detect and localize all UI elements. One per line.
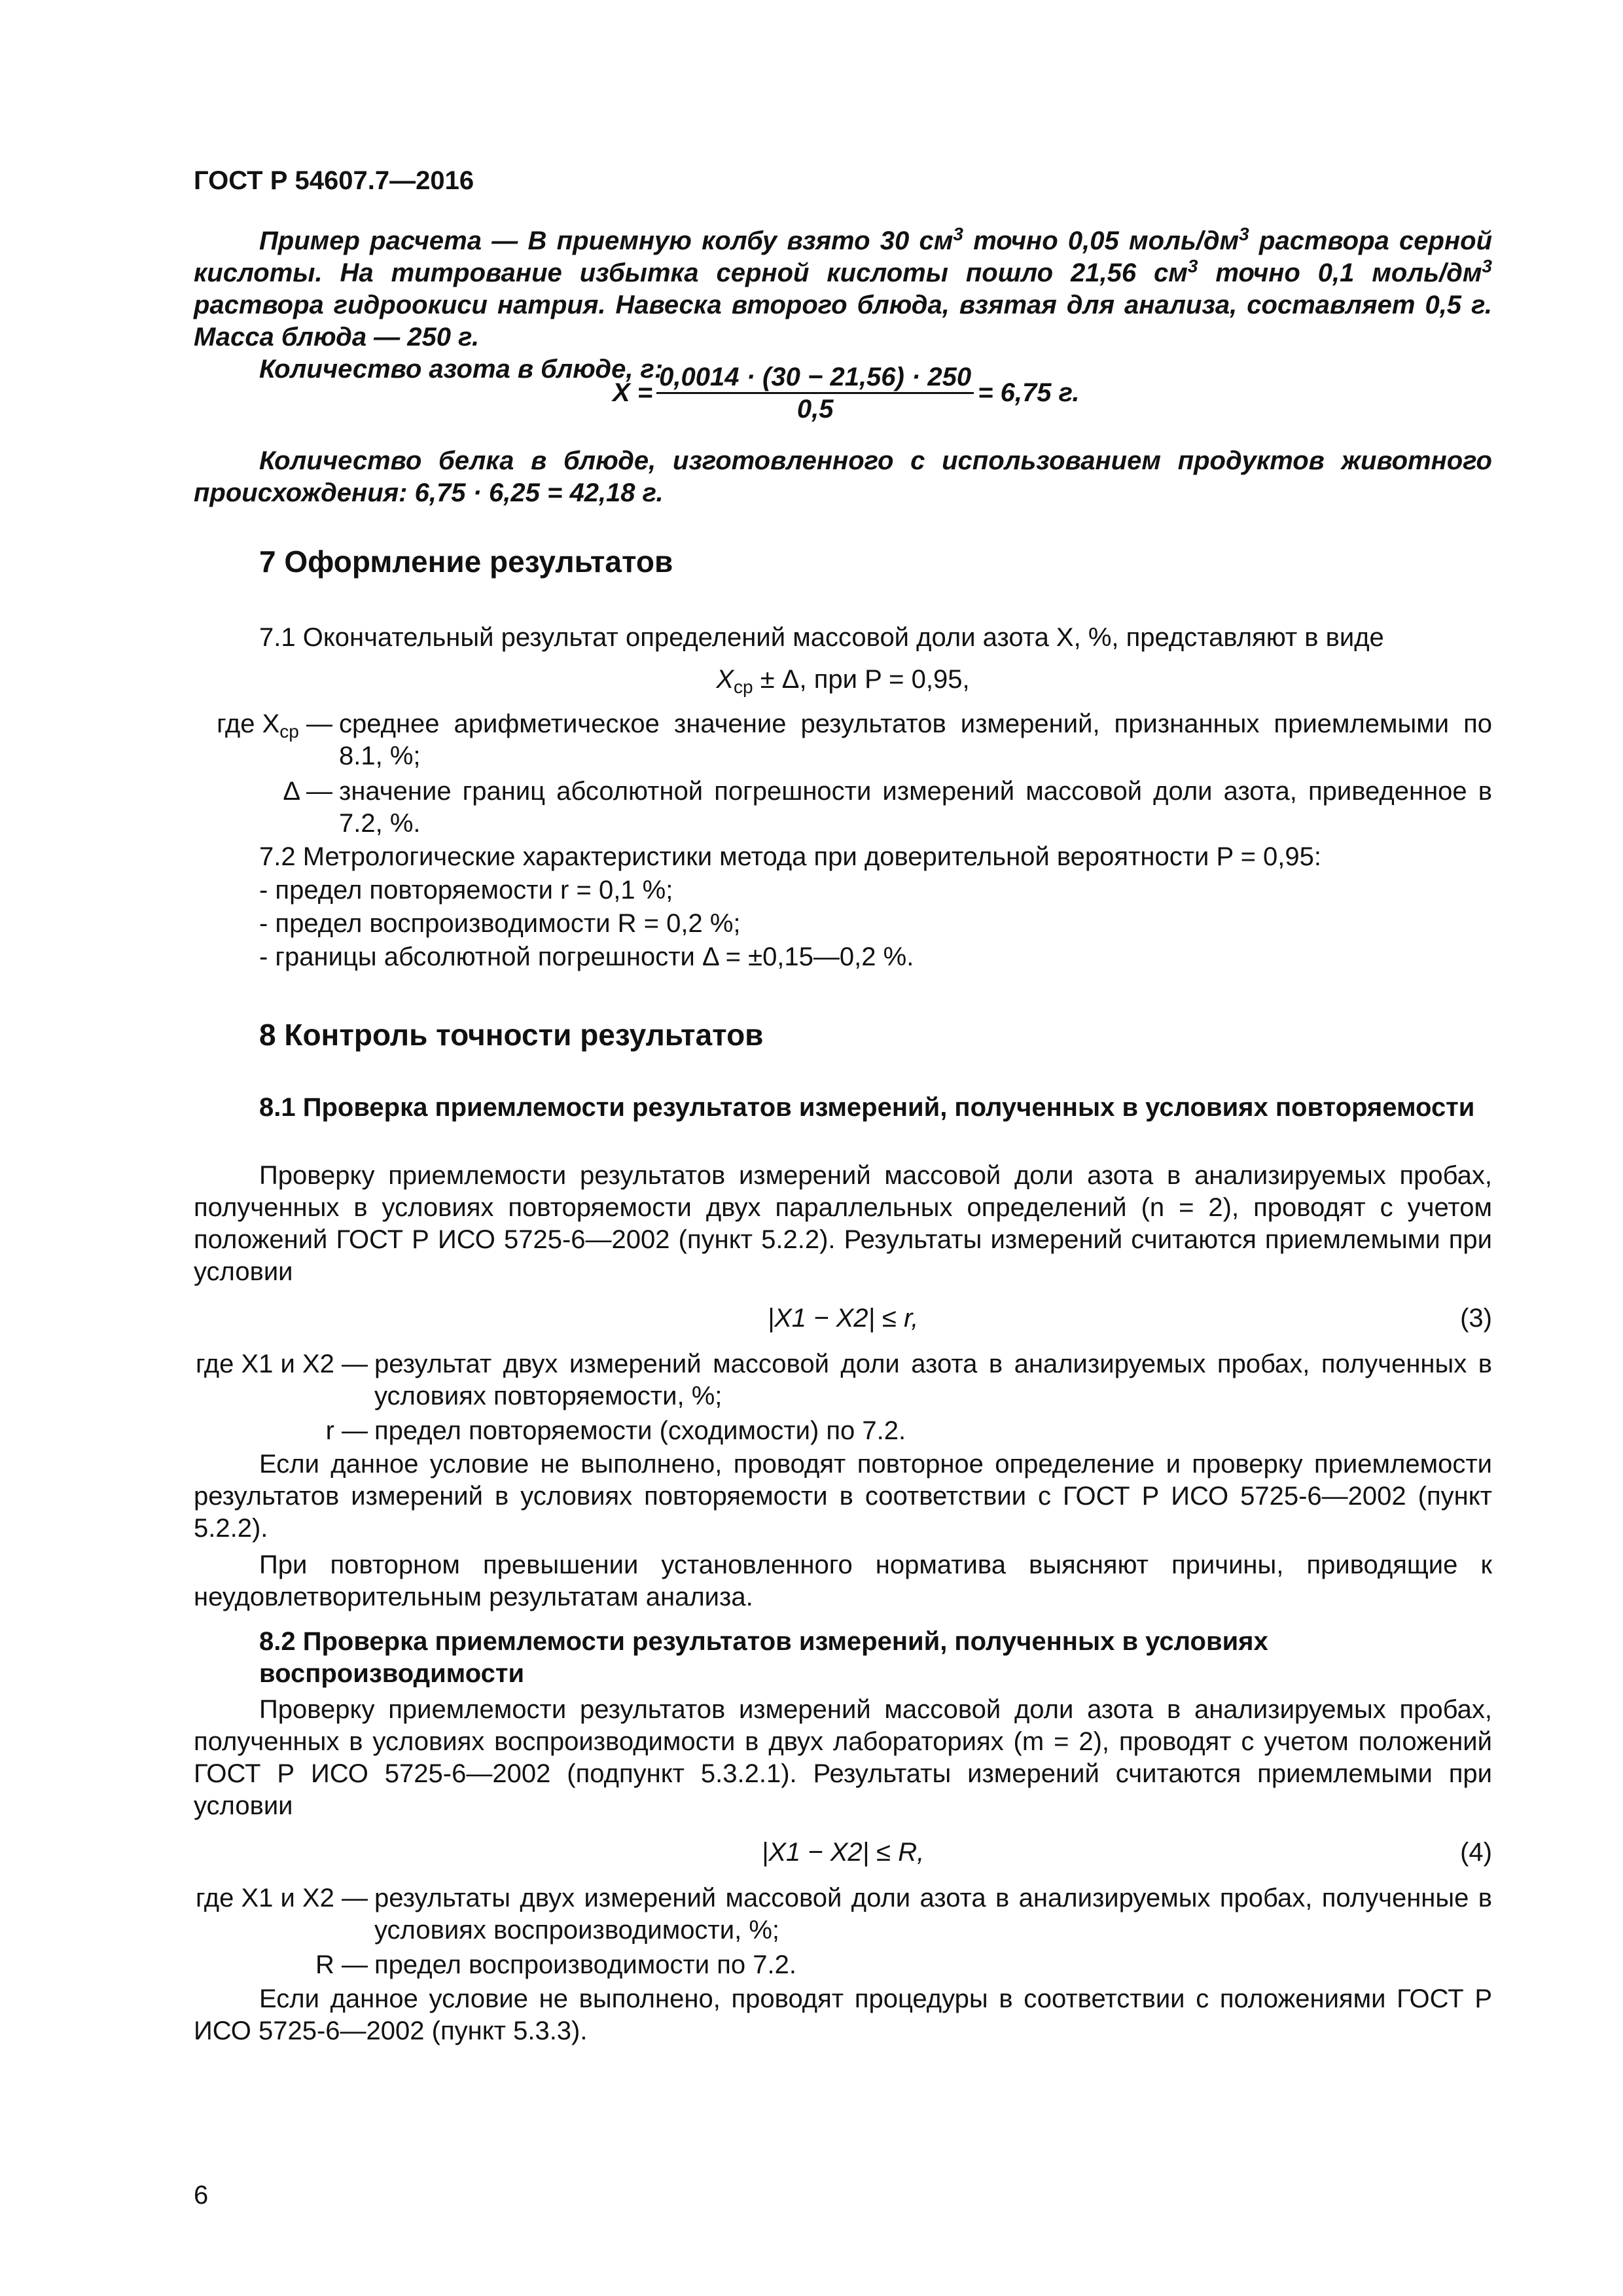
section-8-title: 8 Контроль точности результатов (259, 1018, 764, 1052)
equation-3-body: |X1 − X2| ≤ r, (767, 1304, 919, 1333)
definition-desc: предел повторяемости (сходимости) по 7.2. (374, 1416, 906, 1445)
paragraph-8-1-intro: Проверку приемлемости результатов измерений массовой доли азота в анализируемых пробах, полученных в условиях повторяемости двух параллельных определений (n = 2), проводят с учетом положений ГОСТ Р ИСО 5725-6—2002 (пункт 5.2.2). Результаты измерений считаются приемлемыми при условии (194, 1161, 1492, 1286)
definition-xcp (194, 708, 1492, 772)
equation-3-number: (3) (1460, 1304, 1492, 1333)
definition-desc: значение границ абсолютной погрешности измерений массовой доли азота, приведенное в 7.2, %. (339, 777, 1492, 838)
formula-rhs: = 6,75 г. (978, 378, 1080, 407)
paragraph-8-1-exceed: При повторном превышении установленного норматива выясняют причины, приводящие к неудовлетворительным результатам анализа. (194, 1551, 1492, 1611)
paragraph-8-2-fail: Если данное условие не выполнено, проводят процедуры в соответствии с положениями ГОСТ Р ИСО 5725-6—2002 (пункт 5.3.3). (194, 1984, 1492, 2045)
nitrogen-label: Количество азота в блюде, г: (259, 355, 664, 384)
formula-lhs: X = (613, 378, 653, 407)
definition-r (194, 1415, 1492, 1447)
section-7-title: 7 Оформление результатов (259, 545, 673, 579)
definition-delta (194, 776, 1492, 840)
definition-desc: среднее арифметическое значение результатов измерений, признанных приемлемыми по 8.1, %; (339, 709, 1492, 770)
list-item: - предел воспроизводимости R = 0,2 %; (259, 909, 741, 938)
definition-term: где X1 и X2 — (195, 1884, 368, 1912)
equation-4 (194, 1837, 1492, 1869)
formula-denominator: 0,5 (796, 395, 834, 423)
subsection-8-2-title: 8.2 Проверка приемлемости результатов измерений, полученных в условиях воспроизводимости (259, 1627, 1268, 1688)
paragraph-8-1-repeat: Если данное условие не выполнено, проводят повторное определение и проверку приемлемости результатов измерений в условиях повторяемости в соответствии с ГОСТ Р ИСО 5725-6—2002 (пункт 5.2.2). (194, 1450, 1492, 1543)
equation-3 (194, 1302, 1492, 1335)
nitrogen-formula (613, 363, 1080, 423)
page-number: 6 (194, 2181, 209, 2210)
paragraph-7-1: 7.1 Окончательный результат определений массовой доли азота X, %, представляют в виде (259, 623, 1384, 652)
subsection-8-1-title: 8.1 Проверка приемлемости результатов измерений, полученных в условиях повторяемости (259, 1093, 1475, 1122)
list-item: - границы абсолютной погрешности Δ = ±0,15—0,2 %. (259, 942, 914, 971)
formula-numerator: 0,0014 · (30 − 21,56) · 250 (656, 363, 974, 394)
definition-term: Δ — (283, 777, 332, 806)
equation-4-number: (4) (1460, 1838, 1492, 1867)
definition-x1x2-reproduce (194, 1882, 1492, 1946)
paragraph-8-2-intro: Проверку приемлемости результатов измерений массовой доли азота в анализируемых пробах, полученных в условиях воспроизводимости в двух лабораториях (m = 2), проводят с учетом положений ГОСТ Р ИСО 5725-6—2002 (подпункт 5.3.2.1). Результаты измерений считаются приемлемыми при условии (194, 1695, 1492, 1820)
example-paragraph: Пример расчета — В приемную колбу взято 30 $см^3$ точно 0,05 моль/$дм^3$ раствора серной кислоты. На титрование избытка серной кислоты пошло 21,56 $см^3$ точно 0,1 моль/$дм^3$ раствора гидроокиси натрия. Навеска второго блюда, взятая для анализа, составляет 0,5 г. Масса блюда — 250 г. (194, 224, 1493, 351)
definition-term: где X1 и X2 — (195, 1350, 368, 1378)
formula-fraction (656, 363, 974, 423)
list-item: - предел повторяемости r = 0,1 %; (259, 876, 673, 905)
calculation-example (194, 225, 1492, 386)
protein-result: Количество белка в блюде, изготовленного с использованием продуктов животного происхождения: 6,75 · 6,25 = 42,18 г. (194, 446, 1492, 507)
definition-R (194, 1949, 1492, 1981)
definition-desc: результаты двух измерений массовой доли азота в анализируемых пробах, полученные в условиях воспроизводимости, %; (374, 1884, 1492, 1945)
document-page (194, 0, 1492, 2296)
definition-term: R — (315, 1950, 368, 1979)
definition-desc: результат двух измерений массовой доли азота в анализируемых пробах, полученных в условиях повторяемости, %; (374, 1350, 1492, 1410)
definition-x1x2-repeat (194, 1348, 1492, 1412)
definition-term: где $X_{ср}$ — (217, 709, 332, 742)
definition-desc: предел воспроизводимости по 7.2. (374, 1950, 796, 1979)
equation-xcp: $X_{ср} \pm \Delta$, при P = 0,95, (716, 665, 970, 697)
equation-4-body: |X1 − X2| ≤ R, (761, 1838, 925, 1867)
definition-term: r — (325, 1416, 368, 1445)
paragraph-7-2: 7.2 Метрологические характеристики метода при доверительной вероятности P = 0,95: (259, 842, 1322, 871)
document-header: ГОСТ Р 54607.7—2016 (194, 166, 474, 195)
